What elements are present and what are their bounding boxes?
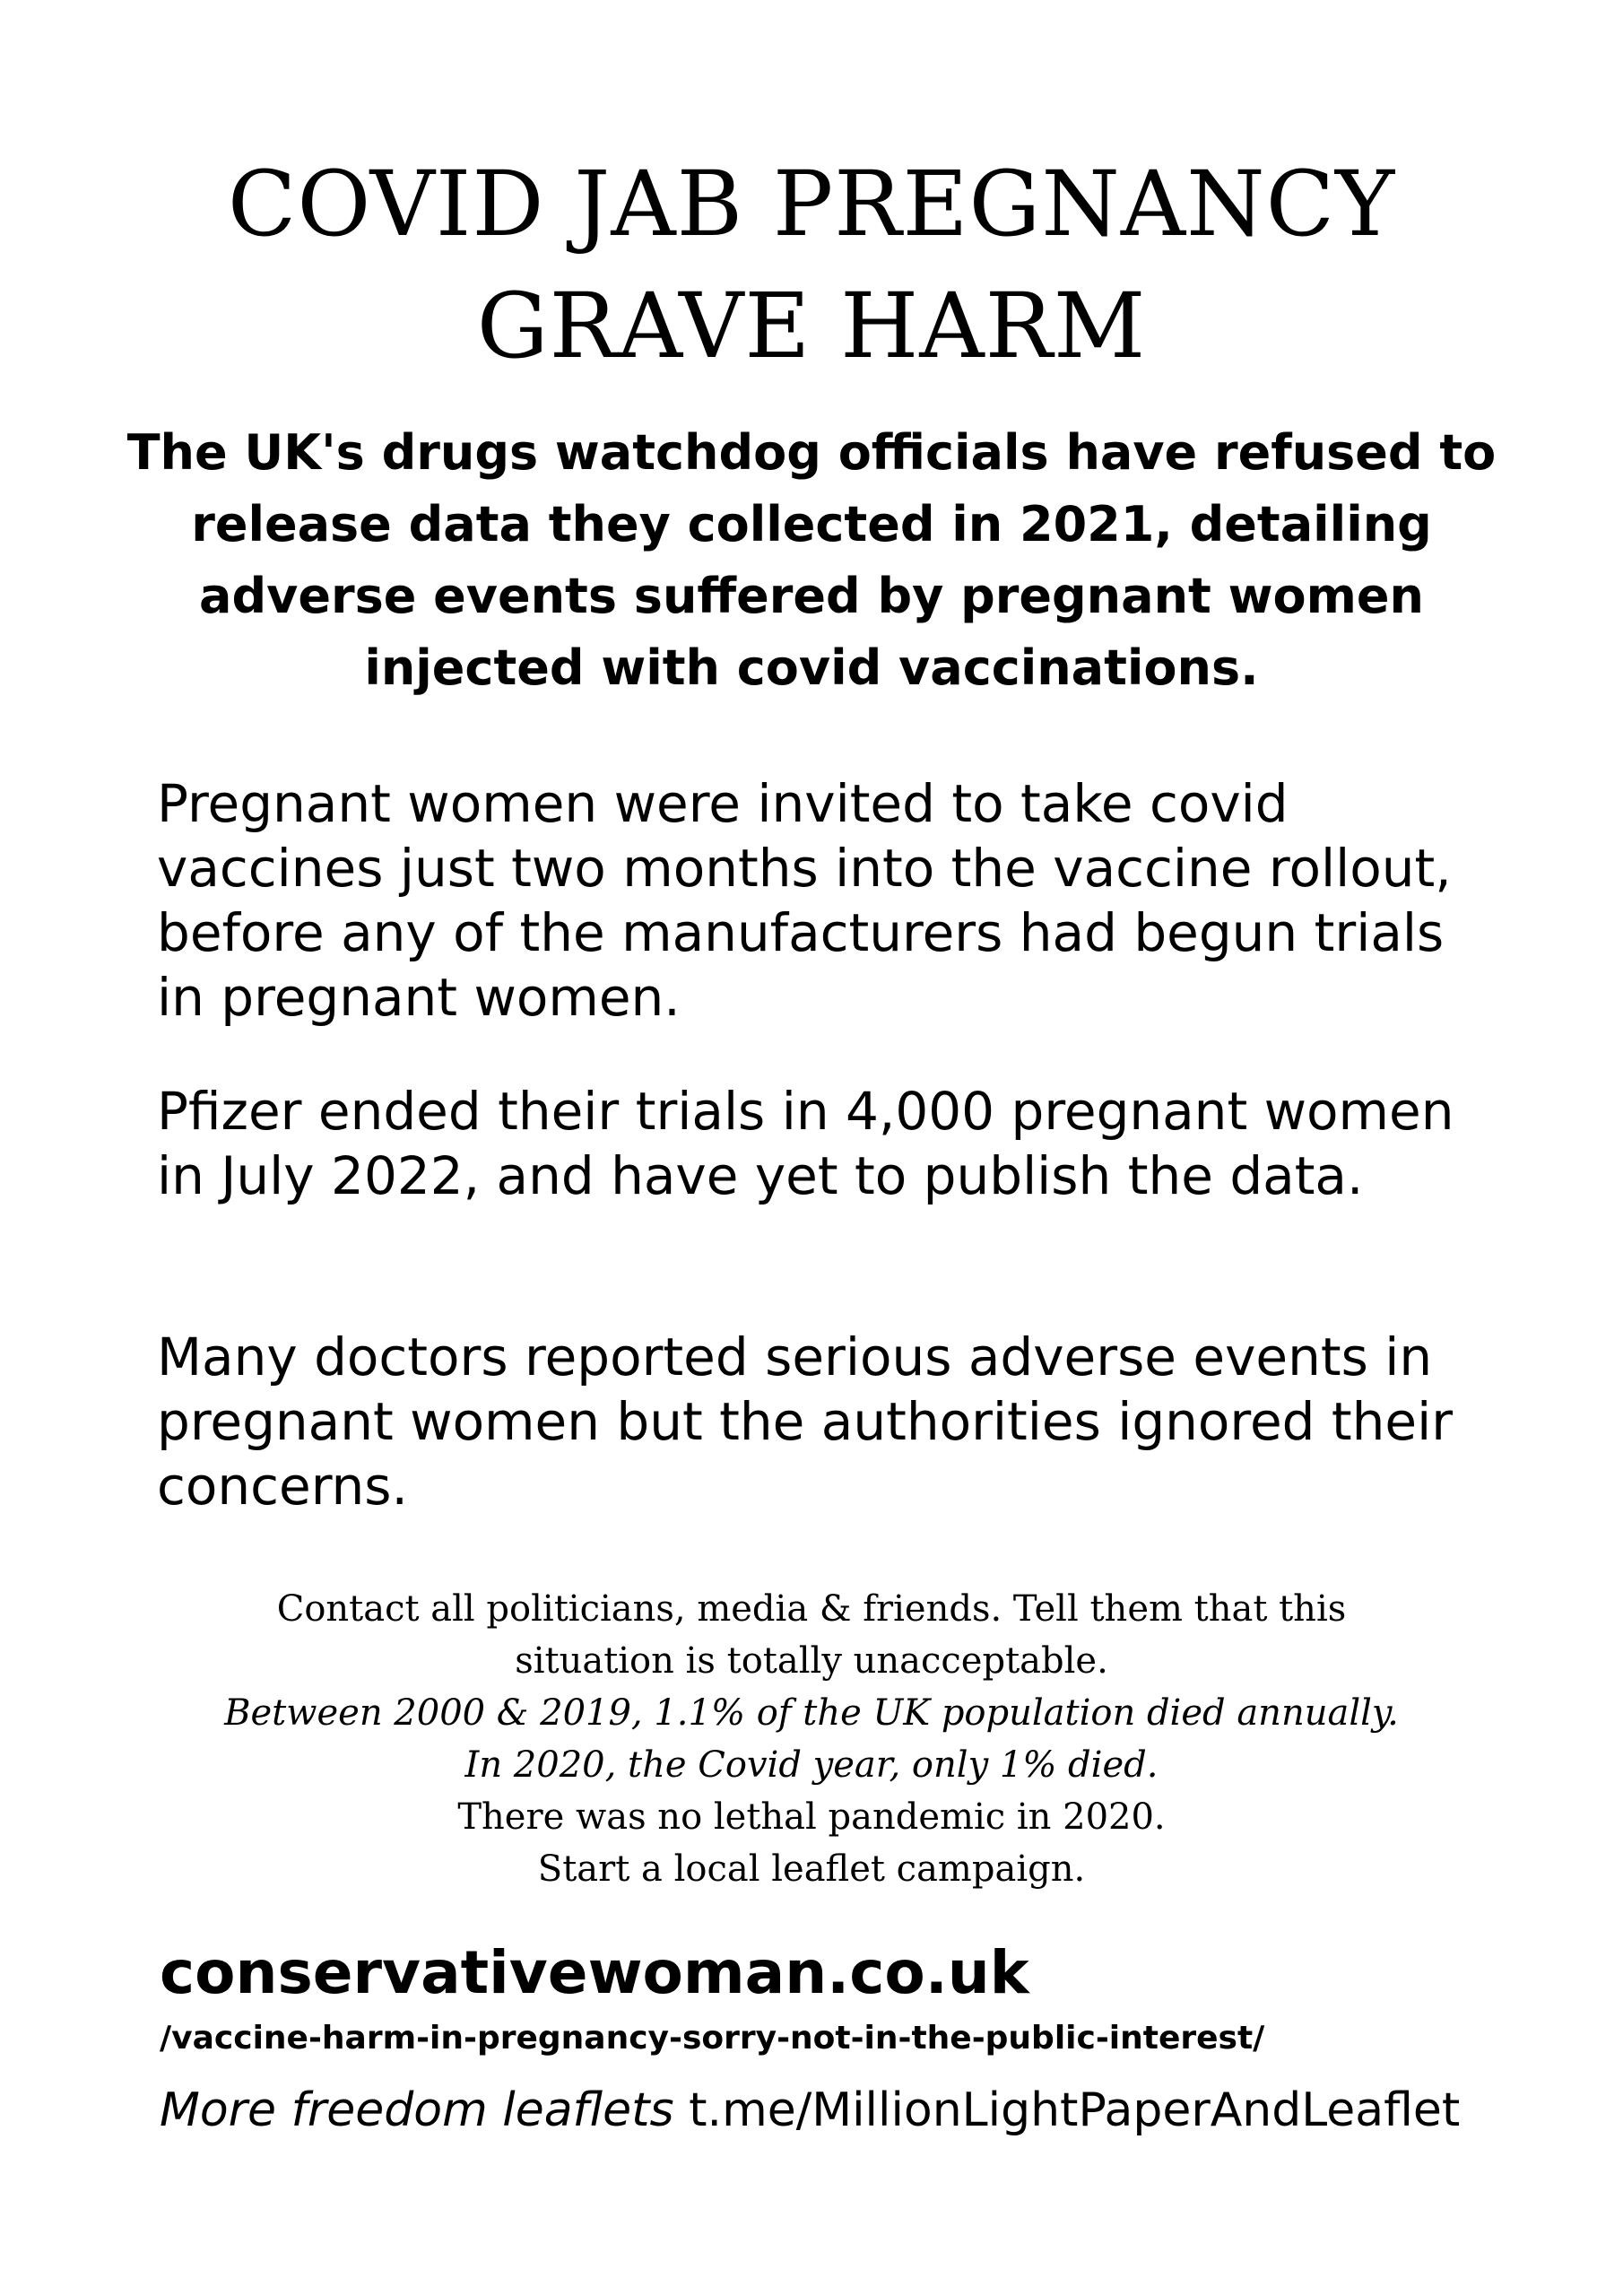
- call-to-action: [117, 1583, 1506, 1895]
- source-site: conservativewoman.co.uk: [160, 1938, 1029, 2007]
- cta-line-1: Contact all politicians, media & friends. Tell them that this: [276, 1588, 1347, 1630]
- cta-line-2: situation is totally unacceptable.: [515, 1640, 1108, 1682]
- cta-line-3: Between 2000 & 2019, 1.1% of the UK population died annually.: [224, 1692, 1399, 1734]
- headline-line-2: GRAVE HARM: [476, 274, 1147, 378]
- lead-paragraph: The UK's drugs watchdog officials have refused to release data they collected in 2021, detailing adverse events suffered by pregnant women injected with covid vaccinations.: [126, 424, 1497, 696]
- cta-line-6: Start a local leaflet campaign.: [537, 1848, 1086, 1890]
- headline: [90, 144, 1533, 387]
- body-paragraph-3: Many doctors reported serious adverse events in pregnant women but the authorities ignored their concerns.: [157, 1326, 1454, 1517]
- cta-line-4: In 2020, the Covid year, only 1% died.: [464, 1744, 1159, 1786]
- cta-line-5: There was no lethal pandemic in 2020.: [457, 1796, 1166, 1838]
- footer-line: [160, 2079, 1487, 2142]
- body-paragraph-1: Pregnant women were invited to take covid vaccines just two months into the vaccine rollout, before any of the manufacturers had begun trials in pregnant women.: [157, 773, 1452, 1028]
- body-paragraph-2: Pfizer ended their trials in 4,000 pregnant women in July 2022, and have yet to publish the data.: [157, 1081, 1454, 1206]
- headline-line-1: COVID JAB PREGNANCY: [227, 152, 1396, 257]
- footer-label: More freedom leaflets: [160, 2083, 674, 2137]
- source-path: /vaccine-harm-in-pregnancy-sorry-not-in-the-public-interest/: [160, 2020, 1265, 2057]
- footer-link[interactable]: t.me/MillionLightPaperAndLeaflet: [689, 2083, 1461, 2137]
